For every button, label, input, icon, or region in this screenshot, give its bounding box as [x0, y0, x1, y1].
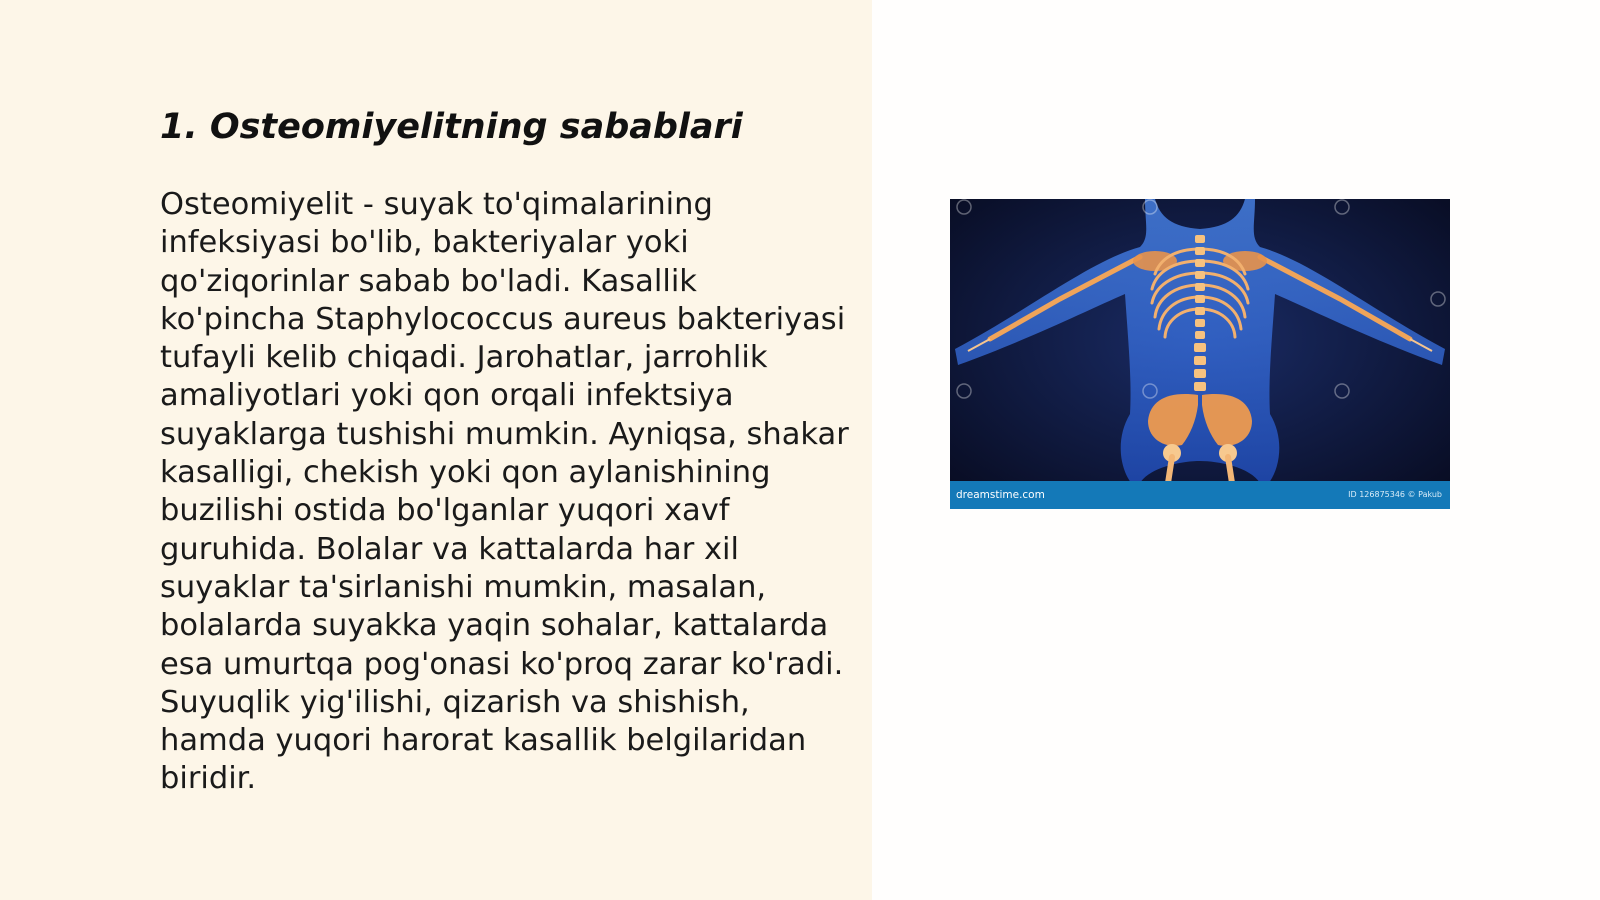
slide-title: 1. Osteomiyelitning sabablari: [160, 107, 743, 147]
skeleton-illustration: [950, 199, 1450, 509]
skeleton-xray-image: [950, 199, 1450, 509]
image-watermark-bar: [950, 481, 1450, 509]
slide-body-text: Osteomiyelit - suyak to'qimalarining infeksiyasi bo'lib, bakteriyalar yoki qo'ziqorinlar sabab bo'ladi. Kasallik ko'pincha Staphylococcus aureus bakteriyasi tufayli kelib chiqadi. Jarohatlar, jarrohlik amaliyotlari yoki qon orqali infektsiya suyaklarga tushishi mumkin. Ayniqsa, shakar kasalligi, chekish yoki qon aylanishining buzilishi ostida bo'lganlar yuqori xavf guruhida. Bolalar va kattalarda har xil suyaklar ta'sirlanishi mumkin, masalan, bolalarda suyakka yaqin sohalar, kattalarda esa umurtqa pog'onasi ko'proq zarar ko'radi. Suyuqlik yig'ilishi, qizarish va shishish, hamda yuqori harorat kasallik belgilaridan biridir.: [160, 187, 849, 797]
watermark-id: ID 126875346 © Pakub: [1348, 490, 1442, 499]
watermark-brand: dreamstime.com: [956, 489, 1045, 501]
